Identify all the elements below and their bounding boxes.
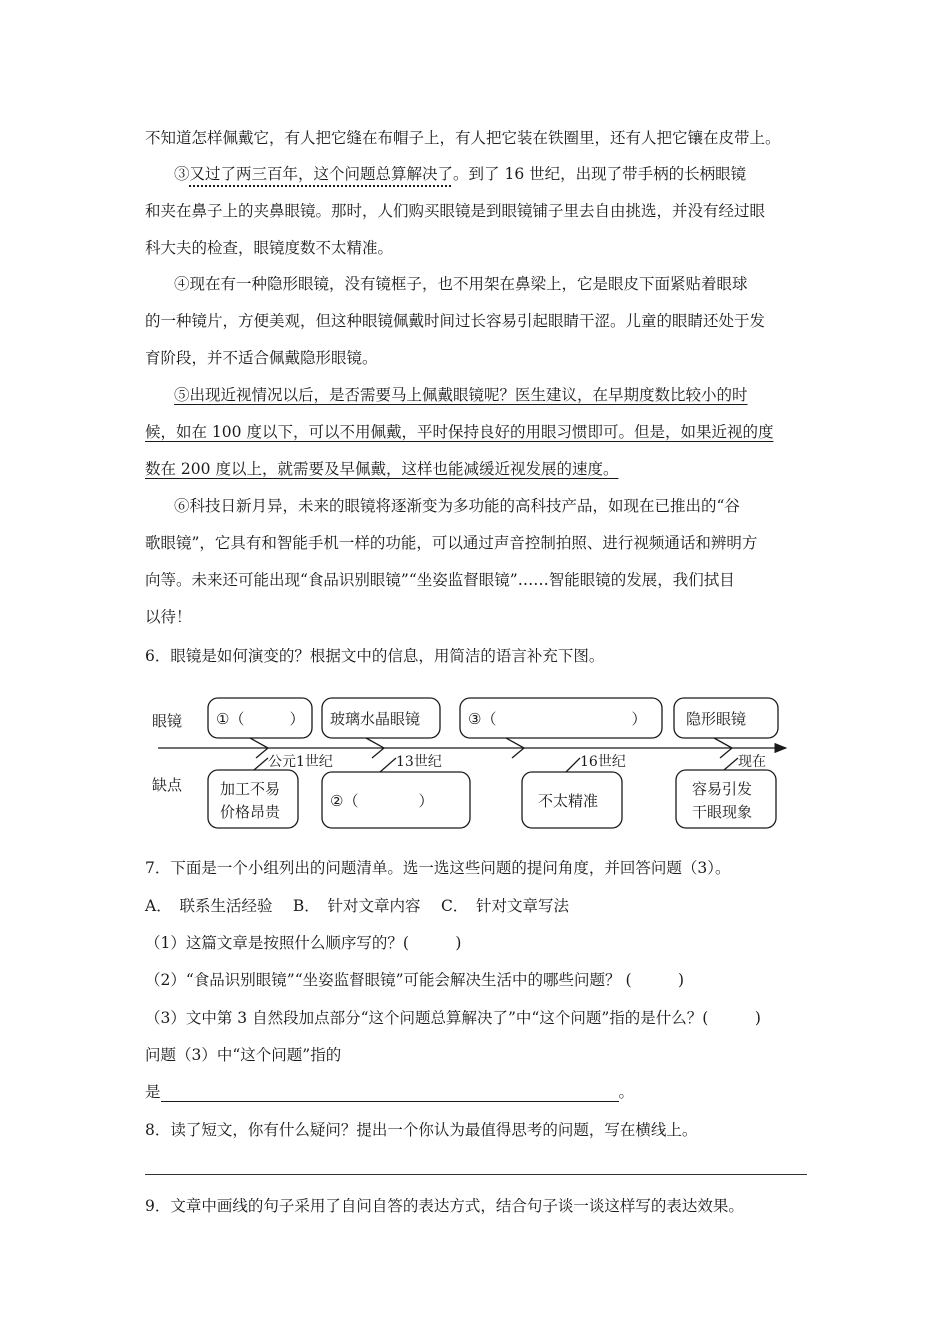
dotted-emphasis-text: 又过了两三百年，这个问题总算解决了	[189, 165, 454, 183]
answer-end: 。	[618, 1083, 635, 1101]
paragraph-2-tail: 不知道怎样佩戴它，有人把它缝在布帽子上，有人把它装在铁圈里，还有人把它镶在皮带上。	[145, 129, 781, 147]
paragraph-5-line-2: 候，如在 100 度以下，可以不用佩戴，平时保持良好的用眼习惯即可。但是，如果近视的度	[145, 423, 774, 441]
paragraph-5-line-3: 数在 200 度以上，就需要及早佩戴，这样也能减缓近视发展的速度。	[145, 460, 619, 478]
question-8-prompt: 8．读了短文，你有什么疑问？提出一个你认为最值得思考的问题，写在横线上。	[145, 1121, 698, 1139]
question-6-prompt: 6．眼镜是如何演变的？根据文中的信息，用简洁的语言补充下图。	[145, 647, 605, 665]
question-9-prompt: 9．文章中画线的句子采用了自问自答的表达方式，结合句子谈一谈这样写的表达效果。	[145, 1197, 744, 1215]
top-box-2-text: 玻璃水晶眼镜	[330, 710, 421, 728]
bottom-connector-4	[724, 758, 738, 770]
question-7-options: A． 联系生活经验 B． 针对文章内容 C． 针对文章写法	[145, 897, 570, 915]
paragraph-6-line-2: 歌眼镜”，它具有和智能手机一样的功能，可以通过声音控制拍照、进行视频通话和辨明方	[145, 534, 758, 552]
bottom-connector-2	[380, 758, 396, 772]
bottom-connector-3	[566, 758, 580, 772]
paragraph-6-line-4: 以待！	[145, 608, 192, 626]
answer-prefix: 是	[145, 1083, 161, 1101]
top-box-1-text: ①（ ）	[216, 710, 305, 728]
timeline-label-1: 公元1世纪	[268, 754, 333, 770]
bottom-box-2-text: ②（ ）	[330, 792, 434, 810]
top-box-4-text: 隐形眼镜	[686, 710, 747, 728]
paragraph-3-line-2: 和夹在鼻子上的夹鼻眼镜。那时，人们购买眼镜是到眼镜铺子里去自由挑选，并没有经过眼	[145, 202, 766, 220]
paragraph-3-rest: 。到了 16 世纪，出现了带手柄的长柄眼镜	[453, 165, 747, 183]
top-box-3-text: ③（ ）	[468, 710, 647, 728]
timeline-label-4: 现在	[738, 754, 766, 770]
question-7-prompt: 7．下面是一个小组列出的问题清单。选一选这些问题的提问角度，并回答问题（3）。	[145, 859, 731, 877]
bottom-box-1-line-1: 加工不易	[220, 780, 281, 798]
glasses-evolution-diagram	[140, 690, 800, 840]
paragraph-6-line-3: 向等。未来还可能出现“食品识别眼镜”“坐姿监督眼镜”……智能眼镜的发展，我们拭目	[145, 571, 735, 589]
question-7-answer-lead: 问题（3）中“这个问题”指的	[145, 1046, 342, 1064]
paragraph-5-line-1: ⑤出现近视情况以后，是否需要马上佩戴眼镜呢？医生建议，在早期度数比较小的时	[174, 386, 748, 404]
question-7-answer-line	[145, 1082, 634, 1102]
question-7-item-3: （3）文中第 3 自然段加点部分“这个问题总算解决了”中“这个问题”指的是什么？( )	[145, 1009, 761, 1027]
timeline-label-2: 13世纪	[396, 754, 442, 770]
row-label-defects: 缺点	[152, 776, 183, 794]
question-7-item-2: （2）“食品识别眼镜”“坐姿监督眼镜”可能会解决生活中的哪些问题？ ( )	[145, 971, 685, 989]
paragraph-3-line-1	[174, 164, 746, 184]
bottom-box-1-line-2: 价格昂贵	[220, 803, 281, 821]
question-7-item-1: （1）这篇文章是按照什么顺序写的？( )	[145, 934, 462, 952]
bottom-box-4-line-1: 容易引发	[692, 780, 753, 798]
paragraph-4-line-1: ④现在有一种隐形眼镜，没有镜框子，也不用架在鼻梁上，它是眼皮下面紧贴着眼球	[174, 275, 748, 293]
paragraph-4-line-3: 育阶段，并不适合佩戴隐形眼镜。	[145, 349, 378, 367]
paragraph-4-line-2: 的一种镜片，方便美观，但这种眼镜佩戴时间过长容易引起眼睛干涩。儿童的眼睛还处于发	[145, 312, 766, 330]
paragraph-number: ③	[174, 165, 190, 183]
bottom-connector-1	[254, 758, 268, 770]
bottom-box-3-text: 不太精准	[538, 792, 599, 810]
bottom-box-4-line-2: 干眼现象	[692, 803, 753, 821]
question-8-answer-line[interactable]	[145, 1174, 807, 1175]
timeline-label-3: 16世纪	[580, 754, 626, 770]
paragraph-6-line-1: ⑥科技日新月异，未来的眼镜将逐渐变为多功能的高科技产品，如现在已推出的“谷	[174, 497, 740, 515]
answer-blank[interactable]	[161, 1085, 619, 1102]
paragraph-3-line-3: 科大夫的检查，眼镜度数不太精准。	[145, 239, 394, 257]
row-label-glasses: 眼镜	[152, 712, 183, 730]
